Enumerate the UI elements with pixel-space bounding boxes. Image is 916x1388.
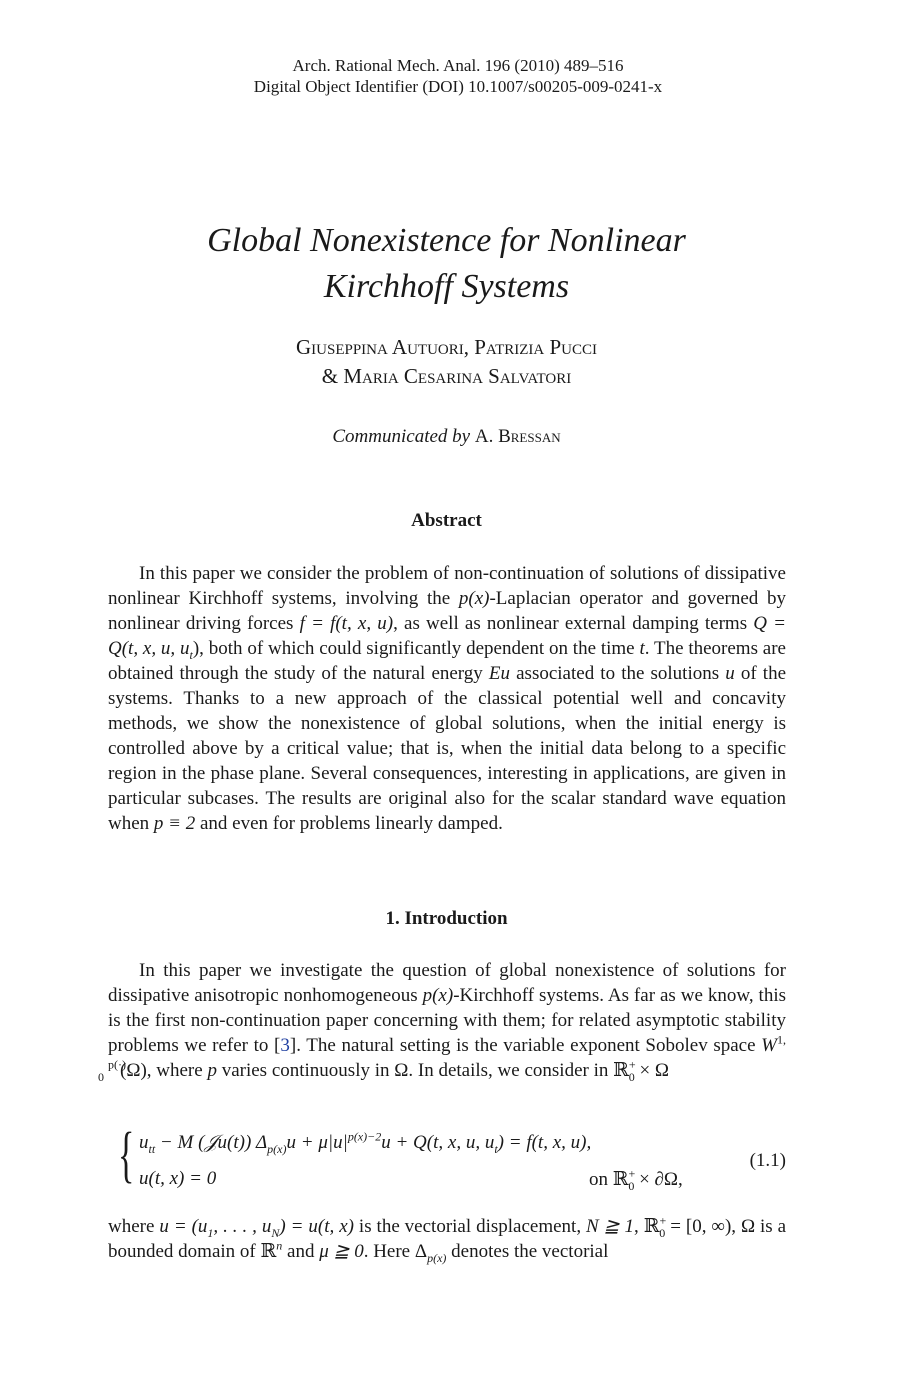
math-term: u — [139, 1132, 149, 1153]
math-subscript: p(x) — [427, 1250, 447, 1265]
math-superscript: p(x)−2 — [347, 1129, 382, 1144]
math-term: u + Q(t, x, u, u — [381, 1132, 495, 1153]
intro-text: -Kirchhoff systems. As far as we know, this is the first non-continuation paper concerning with them; for related asymptotic stability problems we refer to [ — [108, 985, 786, 1056]
body-text: denotes the vectorial — [446, 1241, 609, 1262]
math-inline: p — [207, 1060, 217, 1081]
math-inline: μ ≧ 0 — [319, 1241, 364, 1262]
title-line-2: Kirchhoff Systems — [323, 268, 570, 305]
intro-text: (Ω), where — [120, 1060, 203, 1081]
equation-number: (1.1) — [749, 1150, 786, 1171]
abstract-text: . The theorems are obtained through the study of the natural energy — [108, 638, 786, 684]
math-subscript: 1 — [207, 1225, 214, 1240]
paper-title — [0, 218, 893, 310]
abstract-heading: Abstract — [411, 510, 482, 531]
left-brace: { — [118, 1121, 135, 1189]
communicated-by — [0, 426, 893, 448]
abstract-text: ), both of which could significantly dependent on the time — [192, 638, 635, 659]
abstract-text: -Laplacian operator and governed by nonlinear driving forces — [108, 588, 787, 634]
math-subscript: 0 — [628, 1069, 635, 1084]
math-inline: N ≧ 1 — [586, 1216, 635, 1237]
journal-header — [0, 55, 916, 97]
math-inline: Q = Q(t, x, u, u — [108, 613, 787, 659]
math-term: u + μ|u| — [286, 1132, 348, 1153]
abstract-body — [108, 561, 786, 836]
math-subscript: 0 — [628, 1178, 635, 1193]
math-inline: , . . . , u — [213, 1216, 272, 1237]
intro-paragraph — [98, 958, 786, 1084]
doi-line: Digital Object Identifier (DOI) 10.1007/s00205-009-0241-x — [253, 77, 663, 96]
body-text: . Here Δ — [363, 1241, 428, 1262]
equation-condition — [589, 1168, 683, 1191]
authors-line-1: Giuseppina Autuori, Patrizia Pucci — [295, 335, 598, 359]
math-inline: p(x) — [458, 588, 490, 609]
author-list — [0, 333, 893, 391]
intro-text: varies continuously in Ω. In details, we consider in ℝ — [221, 1060, 629, 1081]
math-subscript: 0 — [98, 1069, 104, 1084]
math-inline: u — [725, 663, 735, 684]
abstract-text: In this paper we consider the problem of non-continuation of solutions of dissipative nonlinear Kirchhoff systems, involving the — [108, 563, 786, 609]
section-heading-introduction: 1. Introduction — [385, 908, 508, 929]
math-inline: u = (u — [159, 1216, 208, 1237]
communicator-name: A. Bressan — [474, 426, 561, 447]
math-superscript: + — [628, 1057, 636, 1072]
math-subscript: t — [189, 647, 193, 662]
introduction-body — [98, 958, 786, 1084]
abstract-paragraph — [108, 561, 786, 836]
abstract-text: and even for problems linearly damped. — [199, 813, 503, 834]
math-subscript: N — [271, 1225, 280, 1240]
citation-link[interactable]: 3 — [280, 1035, 290, 1056]
intro-text: In this paper we investigate the question of global nonexistence of solutions for dissipative anisotropic nonhomogeneous — [108, 960, 786, 1006]
equation-line-1 — [139, 1129, 592, 1156]
post-equation-text — [108, 1214, 786, 1264]
equation-1-1 — [118, 1121, 786, 1200]
title-line-1: Global Nonexistence for Nonlinear — [207, 222, 686, 259]
abstract-text: , as well as nonlinear external damping terms — [393, 613, 748, 634]
body-text: and — [282, 1241, 315, 1262]
math-subscript: p(x) — [267, 1141, 287, 1156]
math-inline: f = f(t, x, u) — [299, 613, 394, 634]
math-inline: p(x) — [422, 985, 454, 1006]
journal-citation: Arch. Rational Mech. Anal. 196 (2010) 489–516 — [292, 56, 624, 75]
body-text: where — [108, 1216, 155, 1237]
math-term: − M (𝒥u(t)) Δ — [155, 1132, 268, 1153]
math-term: × ∂Ω, — [634, 1169, 683, 1190]
math-inline: p ≡ 2 — [153, 813, 196, 834]
math-superscript: 1, p(·) — [108, 1032, 786, 1072]
communicated-prefix: Communicated by — [332, 426, 471, 447]
authors-line-2: & Maria Cesarina Salvatori — [321, 364, 572, 388]
math-term: ) = f(t, x, u), — [497, 1132, 592, 1153]
abstract-text: of the systems. Thanks to a new approach of the classical potential well and concavity methods, we show the nonexistence of global solutions, when the initial energy is controlled above by a critical value; that is, when the initial data belong to a specific region in the phase plane. Several consequences, interesting in applications, are given in particular subcases. The results are original also for the scalar standard wave equation when — [108, 663, 787, 834]
math-term: on ℝ — [589, 1169, 629, 1190]
math-inline: ) = u(t, x) — [279, 1216, 354, 1237]
intro-text: × Ω — [639, 1060, 670, 1081]
body-text: is the vectorial displacement, — [358, 1216, 582, 1237]
math-inline: W — [761, 1035, 777, 1056]
math-subscript: t — [494, 1141, 498, 1156]
math-inline: Eu — [488, 663, 511, 684]
math-subscript: 0 — [659, 1225, 666, 1240]
body-text: , ℝ — [634, 1216, 660, 1237]
intro-text: ]. The natural setting is the variable exponent Sobolev space — [289, 1035, 756, 1056]
math-superscript: n — [276, 1238, 283, 1253]
math-inline: t — [639, 638, 645, 659]
math-superscript: + — [628, 1166, 636, 1181]
math-superscript: + — [659, 1213, 667, 1228]
math-subscript: tt — [148, 1141, 156, 1156]
abstract-text: associated to the solutions — [516, 663, 720, 684]
equation-line-2: u(t, x) = 0 — [139, 1168, 217, 1189]
body-text: = [0, ∞), Ω is a bounded domain of ℝ — [108, 1216, 787, 1262]
